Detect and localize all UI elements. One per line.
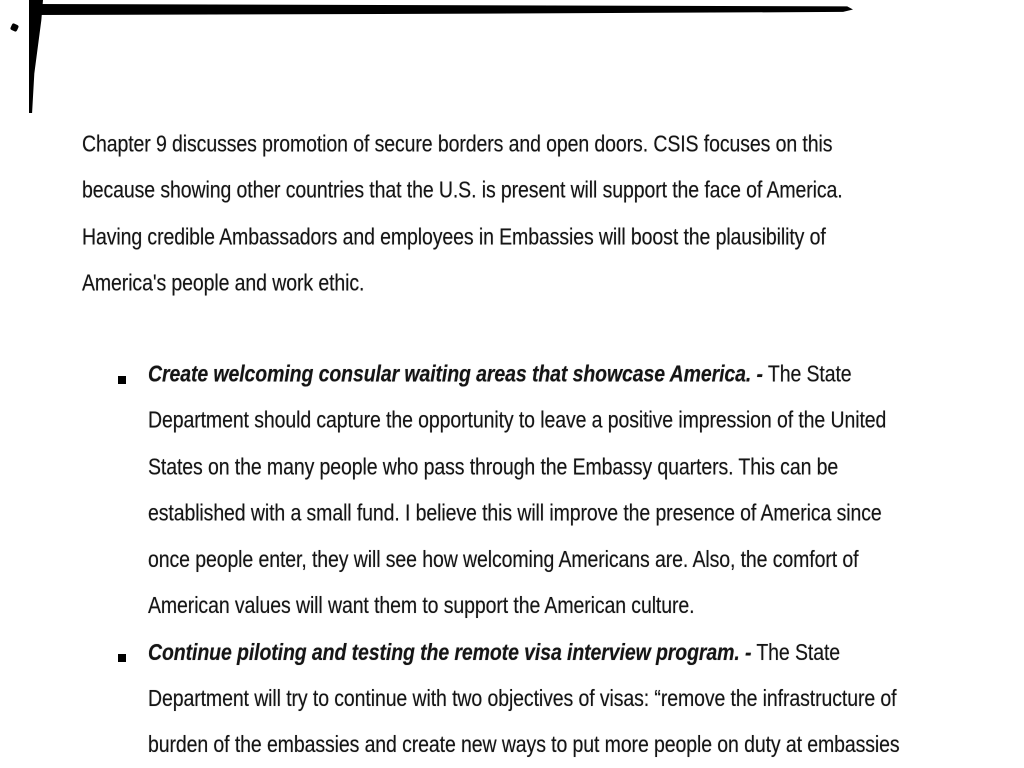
bullet-item-heading — [148, 630, 900, 676]
bullet-line: American values will want them to support the American culture. — [148, 592, 695, 619]
bullet-line: established with a small fund. I believe this will improve the presence of America since — [148, 500, 882, 527]
paragraph-line: Chapter 9 discusses promotion of secure borders and open doors. CSIS focuses on this — [82, 130, 833, 157]
bullet-square-icon — [118, 376, 126, 384]
paragraph-line: Having credible Ambassadors and employees in Embassies will boost the plausibility of — [82, 223, 826, 250]
bullet-lead-rest: The State — [751, 639, 841, 666]
bullet-line: Department will try to continue with two objectives of visas: “remove the infrastructure of — [148, 685, 897, 712]
scan-artifact-top-edge — [29, 4, 853, 15]
scan-artifact-speck — [10, 23, 19, 32]
bullet-lead-text: Create welcoming consular waiting areas that showcase America. - — [148, 360, 763, 387]
paragraph-line: America's people and work ethic. — [82, 270, 365, 297]
bullet-item-heading — [148, 352, 900, 398]
bullet-list — [148, 352, 900, 768]
scan-artifact-left-edge — [29, 0, 43, 113]
intro-paragraph — [82, 122, 843, 307]
bullet-line: once people enter, they will see how welcoming Americans are. Also, the comfort of — [148, 546, 859, 573]
bullet-lead-text: Continue piloting and testing the remote visa interview program. - — [148, 639, 752, 666]
bullet-lead-rest: The State — [762, 360, 852, 387]
bullet-line: States on the many people who pass through the Embassy quarters. This can be — [148, 453, 839, 480]
paragraph-line: because showing other countries that the U.S. is present will support the face of America. — [82, 177, 843, 204]
bullet-line: Department should capture the opportunity to leave a positive impression of the United — [148, 407, 887, 434]
bullet-line: burden of the embassies and create new ways to put more people on duty at embassies — [148, 731, 900, 758]
bullet-square-icon — [118, 654, 126, 662]
